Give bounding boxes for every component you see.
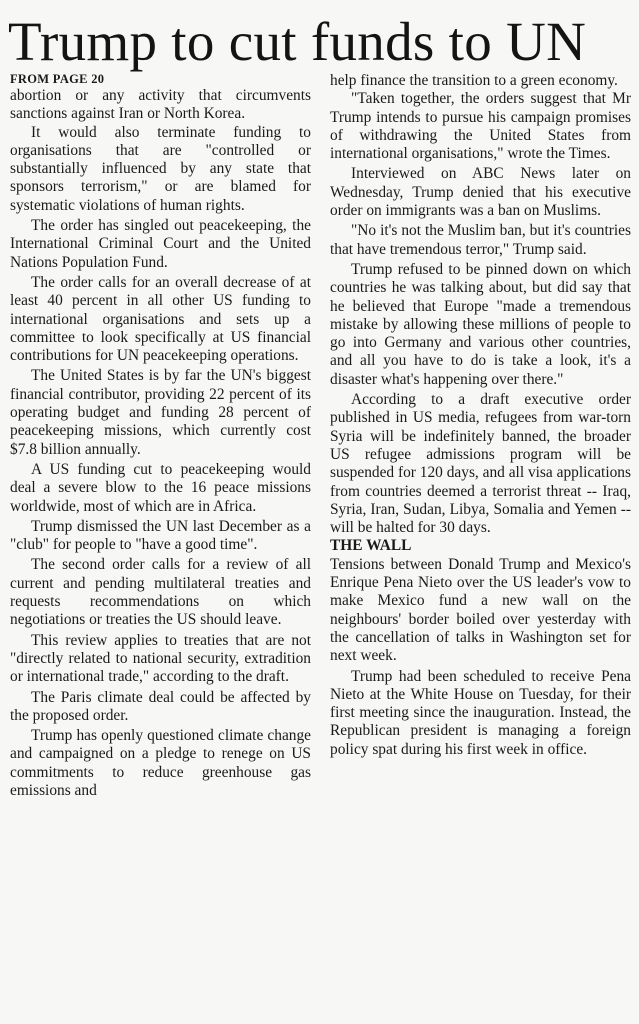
paragraph: It would also terminate funding to organisations that are "controlled or substantially influenced by any state that sponsors terrorism," or are blamed for systematic violations of human rights. bbox=[10, 123, 311, 214]
paragraph: The order calls for an overall decrease of at least 40 percent in all other US funding to international organisations and sets up a committee to look specifically at US financial contributions for UN peacekeeping operations. bbox=[10, 273, 311, 365]
paragraph: The United States is by far the UN's biggest financial contributor, providing 22 percent of its operating budget and funding 28 percent of peacekeeping missions, which currently cost $7.8 billion annually. bbox=[10, 367, 311, 458]
paragraph: "Taken together, the orders suggest that Mr Trump intends to pursue his campaign promises of withdrawing the United States from international organisations," wrote the Times. bbox=[330, 90, 631, 163]
paragraph: The order has singled out peacekeeping, the International Criminal Court and the United Nations Population Fund. bbox=[10, 217, 311, 271]
left-column bbox=[10, 72, 311, 1024]
paragraph: Trump had been scheduled to receive Pena Nieto at the White House on Tuesday, for their first meeting since the inauguration. Instead, the Republican president is managing a foreign policy spat during his first week in office. bbox=[330, 667, 631, 758]
paragraph: Trump refused to be pinned down on which countries he was talking about, but did say that he believed that Europe "made a tremendous mistake by allowing these millions of people to go into Germany and various other countries, and all you have to do is take a look, it's a disaster what's happening over there." bbox=[330, 260, 631, 388]
paragraph: A US funding cut to peacekeeping would deal a severe blow to the 16 peace missions worldwide, most of which are in Africa. bbox=[10, 460, 311, 515]
paragraph: Trump dismissed the UN last December as a "club" for people to "have a good time". bbox=[10, 517, 311, 554]
section-subhead: THE WALL bbox=[330, 537, 412, 555]
paragraph: Tensions between Donald Trump and Mexico's Enrique Pena Nieto over the US leader's vow to make Mexico fund a new wall on the neighbours' border boiled over yesterday with the cancellation of talks in Washington set for next week. bbox=[330, 555, 631, 665]
paragraph: This review applies to treaties that are not "directly related to national security, extradition or international trade," according to the draft. bbox=[10, 631, 311, 686]
right-column bbox=[330, 72, 631, 1024]
paragraph: The second order calls for a review of all current and pending multilateral treaties and requests recommendations on which negotiations or treaties the US should leave. bbox=[10, 556, 311, 629]
paragraph: According to a draft executive order published in US media, refugees from war-torn Syria will be indefinitely banned, the broader US refugee admissions program will be suspended for 120 days, and all visa applications from countries deemed a terrorist threat -- Iraq, Syria, Iran, Sudan, Libya, Somalia and Yemen -- will be halted for 30 days. bbox=[330, 391, 631, 537]
jump-line: FROM PAGE 20 bbox=[10, 72, 105, 86]
paragraph: Interviewed on ABC News later on Wednesday, Trump denied that his executive order on immigrants was a ban on Muslims. bbox=[330, 165, 631, 220]
paragraph: abortion or any activity that circumvents sanctions against Iran or North Korea. bbox=[10, 87, 311, 123]
paragraph: Trump has openly questioned climate change and campaigned on a pledge to renege on US commitments to reduce greenhouse gas emissions and bbox=[10, 727, 311, 799]
paragraph: help finance the transition to a green economy. bbox=[330, 72, 618, 89]
paragraph: The Paris climate deal could be affected by the proposed order. bbox=[10, 688, 311, 724]
paragraph: "No it's not the Muslim ban, but it's countries that have tremendous terror," Trump said. bbox=[330, 222, 631, 258]
headline: Trump to cut funds to UN bbox=[8, 11, 587, 72]
